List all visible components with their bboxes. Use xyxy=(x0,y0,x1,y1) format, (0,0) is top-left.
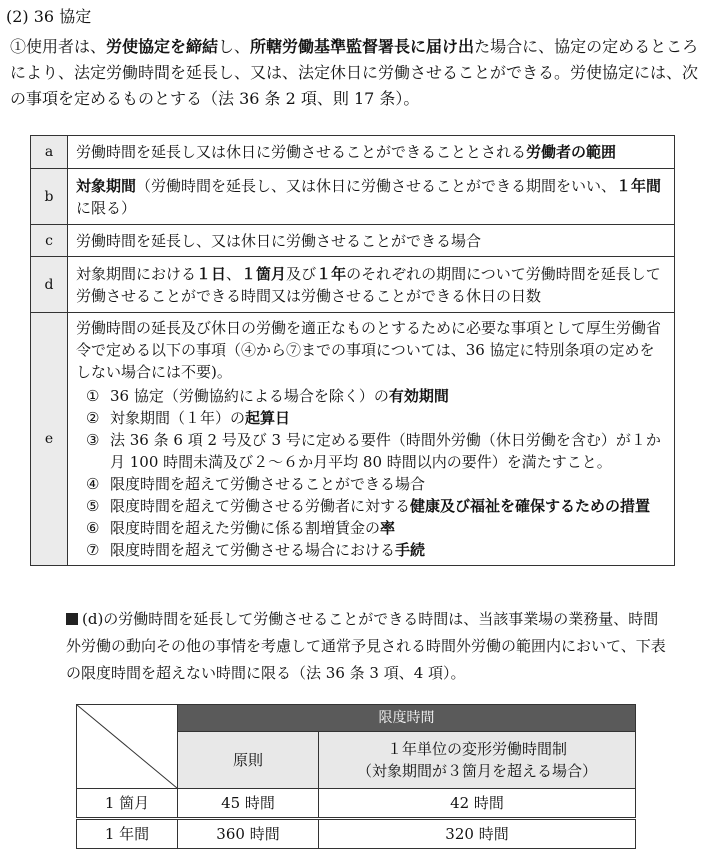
item-bold: １日 xyxy=(196,264,227,283)
limit-header: 限度時間 xyxy=(178,705,636,732)
note-text: (d)の労働時間を延長して労働させることができる時間は、当該事業場の業務量、時間外労働の動向その他の事情を考慮して通常予見される時間外労働の範囲内において、下表の限度時間を超えない時間に限る（法 36 条 3 項、4 項）。 xyxy=(66,610,666,682)
item-row-a xyxy=(31,136,675,169)
intro-paragraph xyxy=(10,34,702,112)
sub-item-text: 限度時間を超えて労働させる場合における xyxy=(110,541,396,559)
limit-hours-table xyxy=(76,704,636,849)
row-value-variable: 320 時間 xyxy=(319,819,636,849)
diagonal-line-icon xyxy=(77,705,177,788)
sub-item-text: 法 36 条 6 項 2 号及び 3 号に定める要件（時間外労働（休日労働を含む）が１か月 100 時間未満及び２～６か月平均 80 時間以内の要件）を満たすこと。 xyxy=(110,431,661,471)
sub-item xyxy=(76,495,666,517)
item-text: 及び xyxy=(286,264,317,283)
agreement-items-table xyxy=(30,135,675,566)
intro-text-3: た場合に、協定の定めるところにより、法定労働時間を延長し、又は、法定休日に労働させることができる。労使協定には、次の事項を定めるものとする（法 36 条 2 項、則 17 条）。 xyxy=(10,37,699,108)
item-key: a xyxy=(31,136,68,169)
row-label: 1 年間 xyxy=(77,819,178,849)
item-key: d xyxy=(31,257,68,313)
sub-item xyxy=(76,385,666,407)
item-bold: 対象期間 xyxy=(76,176,137,195)
note-paragraph xyxy=(66,606,666,687)
sub-item-text: 限度時間を超えて労働させる労働者に対する xyxy=(110,497,411,515)
sub-item-bold: 有効期間 xyxy=(388,387,449,405)
sub-item xyxy=(76,429,666,473)
row-value-variable: 42 時間 xyxy=(319,789,636,819)
row-value-principle: 360 時間 xyxy=(178,819,319,849)
row-label: 1 箇月 xyxy=(77,789,178,819)
intro-bold-2: 所轄労働基準監督署長に届け出 xyxy=(250,37,475,56)
table-row xyxy=(77,819,636,849)
sub-item-bold: 手続 xyxy=(395,541,426,559)
sub-item-mark: ⑤ xyxy=(86,497,100,515)
item-e-sublist xyxy=(76,385,666,561)
sub-item-mark: ⑥ xyxy=(86,519,100,537)
item-bold: １箇月 xyxy=(241,264,287,283)
item-value xyxy=(68,169,675,225)
intro-text-1: ①使用者は、 xyxy=(10,37,107,56)
item-value xyxy=(68,313,675,566)
item-value: 労働時間を延長し、又は休日に労働させることができる場合 xyxy=(68,225,675,257)
item-bold: １年間 xyxy=(616,176,662,195)
sub-item-text: 限度時間を超えて労働させることができる場合 xyxy=(110,475,426,493)
sub-item-bold: 起算日 xyxy=(245,409,291,427)
row-value-principle: 45 時間 xyxy=(178,789,319,819)
item-text: （労働時間を延長し、又は休日に労働させることができる期間をいい、 xyxy=(136,176,617,195)
item-text: 対象期間における xyxy=(76,264,197,283)
sub-item-mark: ② xyxy=(86,409,100,427)
sub-item xyxy=(76,517,666,539)
sub-item-bold: 健康及び福祉を確保するための措置 xyxy=(410,497,651,515)
item-bold: 労働者の範囲 xyxy=(526,143,617,161)
item-bold: １年 xyxy=(316,264,347,283)
sub-item-text: 対象期間（１年）の xyxy=(110,409,246,427)
intro-text-2: し、 xyxy=(218,37,251,56)
table-corner-cell xyxy=(77,705,178,789)
sub-item xyxy=(76,539,666,561)
table-row xyxy=(77,789,636,819)
item-row-e xyxy=(31,313,675,566)
square-bullet-icon xyxy=(66,613,78,625)
item-key: b xyxy=(31,169,68,225)
intro-bold-1: 労使協定を締結 xyxy=(106,37,219,56)
section-heading: (2) 36 協定 xyxy=(6,7,92,26)
item-text: 労働時間を延長し又は休日に労働させることができることとされる xyxy=(76,143,527,161)
col-variable-line1: １年単位の変形労働時間制 xyxy=(386,740,567,758)
sub-item-mark: ③ xyxy=(86,431,100,449)
item-e-intro: 労働時間の延長及び休日の労働を適正なものとするために必要な事項として厚生労働省令で定める以下の事項（④から⑦までの事項については、36 協定に特別条項の定めをしない場合には不要)。 xyxy=(76,319,662,381)
sub-item-mark: ④ xyxy=(86,475,100,493)
item-row-c xyxy=(31,225,675,257)
item-key: e xyxy=(31,313,68,566)
item-text: に限る） xyxy=(76,198,137,217)
sub-item-mark: ① xyxy=(86,387,100,405)
sub-item-bold: 率 xyxy=(380,519,396,537)
item-value xyxy=(68,136,675,169)
item-row-b xyxy=(31,169,675,225)
sub-item-text: 限度時間を超えた労働に係る割増賃金の xyxy=(110,519,381,537)
sub-item xyxy=(76,473,666,495)
item-key: c xyxy=(31,225,68,257)
sub-item xyxy=(76,407,666,429)
col-variable-hours xyxy=(319,732,636,789)
item-row-d xyxy=(31,257,675,313)
col-variable-line2: （対象期間が３箇月を超える場合） xyxy=(356,762,597,780)
sub-item-text: 36 協定（労働協約による場合を除く）の xyxy=(110,387,389,405)
col-principle: 原則 xyxy=(178,732,319,789)
item-text: のそれぞれの期間について労働時間を延長して労働させることができる時間又は労働させることができる休日の日数 xyxy=(76,264,661,305)
item-value xyxy=(68,257,675,313)
limit-header-row xyxy=(77,705,636,732)
item-text: 、 xyxy=(226,264,242,283)
sub-item-mark: ⑦ xyxy=(86,541,100,559)
